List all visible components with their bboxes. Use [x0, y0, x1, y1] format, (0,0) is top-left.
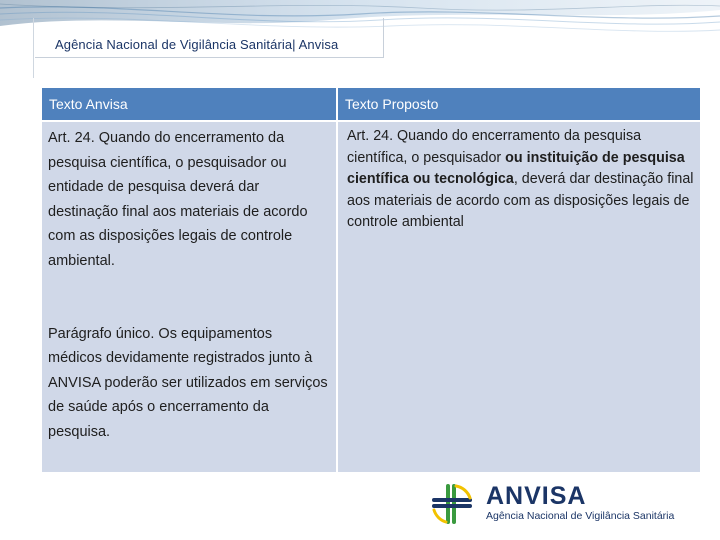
table-row: [42, 122, 700, 472]
column-header-texto-anvisa: Texto Anvisa: [42, 88, 336, 120]
table-header-row: [42, 88, 700, 120]
paragraph-gap: [48, 274, 330, 322]
logo-wordmark: ANVISA: [486, 482, 587, 510]
cell-texto-anvisa: [42, 122, 336, 472]
comparison-table: [42, 88, 700, 472]
header-divider-line: [33, 18, 34, 78]
proposed-text-part: , deverá dar destinação final aos materiais de acordo com as disposições legais de controle ambiental: [347, 171, 694, 231]
anvisa-emblem-icon: [428, 480, 476, 528]
column-header-texto-proposto: Texto Proposto: [338, 88, 700, 120]
proposed-article-paragraph: [347, 126, 694, 234]
anvisa-article-paragraph: Art. 24. Quando do encerramento da pesquisa científica, o pesquisador ou entidade de pesquisa deverá dar destinação final aos materiais de acordo com as disposições legais de controle ambiental.: [48, 130, 308, 269]
proposed-text-part: Art. 24. Quando do encerramento da pesquisa científica, o pesquisador: [347, 128, 642, 166]
anvisa-logo: [428, 480, 688, 530]
proposed-text-highlight: ou instituição de pesquisa científica ou tecnológica: [347, 149, 685, 188]
cell-texto-proposto: [338, 122, 700, 472]
anvisa-sole-paragraph: Parágrafo único. Os equipamentos médicos devidamente registrados junto à ANVISA poderão ser utilizados em serviços de saúde após o encerramento da pesquisa.: [48, 325, 328, 440]
header-title: Agência Nacional de Vigilância Sanitária| Anvisa: [55, 37, 339, 52]
logo-subtitle: Agência Nacional de Vigilância Sanitária: [486, 510, 675, 522]
